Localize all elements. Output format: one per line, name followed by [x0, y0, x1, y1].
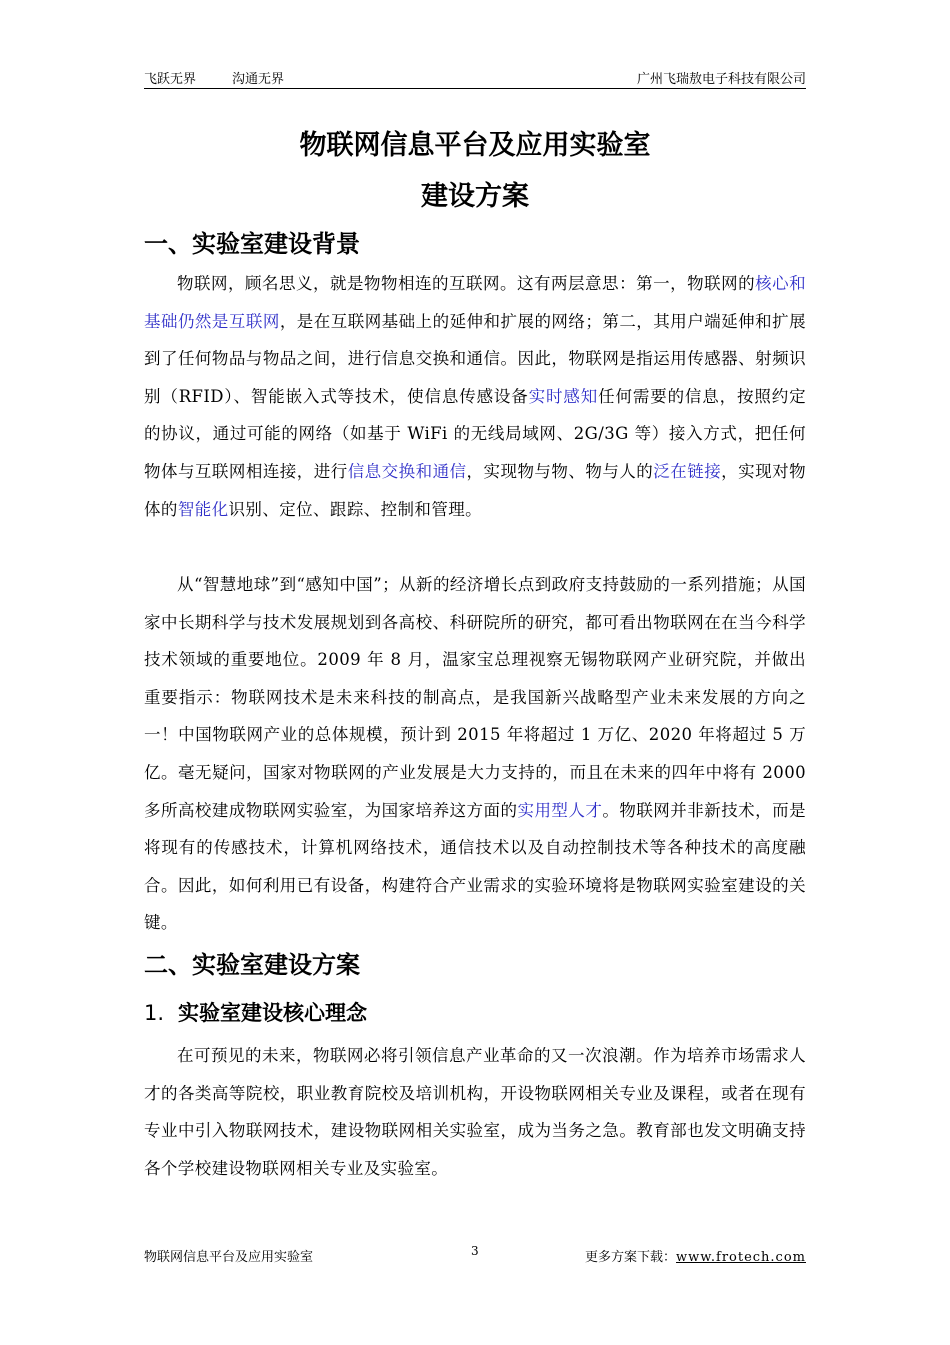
page-number: 3 — [471, 1244, 479, 1258]
paragraph-iot-definition — [144, 265, 806, 528]
footer-download — [585, 1246, 806, 1265]
paragraph-text: 。物联网并非新技术，而是将现有的传感技术，计算机网络技术，通信技术以及自动控制技术等各种技术的高度融合。因此，如何利用已有设备，构建符合产业需求的实验环境将是物联网实验室建设的关键。 — [144, 800, 806, 933]
header-slogan-left: 飞跃无界 — [144, 72, 197, 87]
header-slogan-right: 沟通无界 — [232, 72, 285, 87]
document-title: 物联网信息平台及应用实验室 — [299, 130, 651, 161]
paragraph-text: 从“智慧地球”到“感知中国”；从新的经济增长点到政府支持鼓励的一系列措施；从国家中长期科学与技术发展规划到各高校、科研院所的研究，都可看出物联网在在当今科学技术领域的重要地位。2009 年 8 月，温家宝总理视察无锡物联网产业研究院，并做出重要指示：物联网技术是未来科技的制高点，是我国新兴战略型产业未来发展的方向之一！中国物联网产业的总体规模，预计到 2015 年将超过 1 万亿、2020 年将超过 5 万亿。毫无疑问，国家对物联网的产业发展是大力支持的，而且在未来的四年中将有 2000 多所高校建成物联网实验室，为国家培养这方面的 — [144, 575, 806, 820]
paragraph-text: ，实现对物体的 — [144, 461, 806, 519]
footer-more-label: 更多方案下载： — [585, 1250, 677, 1265]
paragraph-iot-importance — [144, 566, 806, 942]
paragraph-text: ，是在互联网基础上的延伸和扩展的网络；第二，其用户端延伸和扩展到了任何物品与物品之间，进行信息交换和通信。因此，物联网是指运用传感器、射频识别（RFID）、智能嵌入式等技术，使信息传感设备 — [144, 311, 806, 406]
page-header — [144, 66, 806, 89]
footer-url-link[interactable]: www.frotech.com — [676, 1250, 806, 1265]
paragraph-text: ，实现物与物、物与人的 — [466, 461, 654, 481]
footer-doc-name: 物联网信息平台及应用实验室 — [144, 1250, 314, 1265]
paragraph-text: 任何需要的信息，按照约定的协议，通过可能的网络（如基于 WiFi 的无线局域网、2G/3G 等）接入方式，把任何物体与互联网相连接，进行 — [144, 386, 807, 481]
paragraph-text: 识别、定位、跟踪、控制和管理。 — [228, 499, 483, 519]
section-heading-background: 一、实验室建设背景 — [144, 230, 360, 258]
highlighted-term: 实用型人才 — [517, 800, 603, 820]
highlighted-term: 智能化 — [177, 499, 229, 519]
header-company: 广州飞瑞敖电子科技有限公司 — [636, 72, 806, 87]
highlighted-term: 泛在链接 — [653, 461, 722, 481]
highlighted-term: 信息交换和通信 — [347, 461, 467, 481]
subsection-number: 1. — [144, 1001, 165, 1025]
section-heading-plan: 二、实验室建设方案 — [144, 951, 360, 979]
paragraph-text: 物联网，顾名思义，就是物物相连的互联网。这有两层意思：第一，物联网的 — [177, 274, 756, 293]
subsection-heading-core-concept — [144, 997, 367, 1027]
page-footer — [144, 1246, 806, 1268]
subsection-title: 实验室建设核心理念 — [178, 1001, 368, 1025]
highlighted-term: 核心和基础仍然是互联网 — [144, 274, 806, 331]
paragraph-core-concept: 在可预见的未来，物联网必将引领信息产业革命的又一次浪潮。作为培养市场需求人才的各类高等院校，职业教育院校及培训机构，开设物联网相关专业及课程，或者在现有专业中引入物联网技术，建设物联网相关实验室，成为当务之急。教育部也发文明确支持各个学校建设物联网相关专业及实验室。 — [144, 1046, 806, 1178]
header-slogan — [144, 68, 284, 87]
document-subtitle: 建设方案 — [421, 181, 529, 212]
highlighted-term: 实时感知 — [528, 386, 599, 406]
